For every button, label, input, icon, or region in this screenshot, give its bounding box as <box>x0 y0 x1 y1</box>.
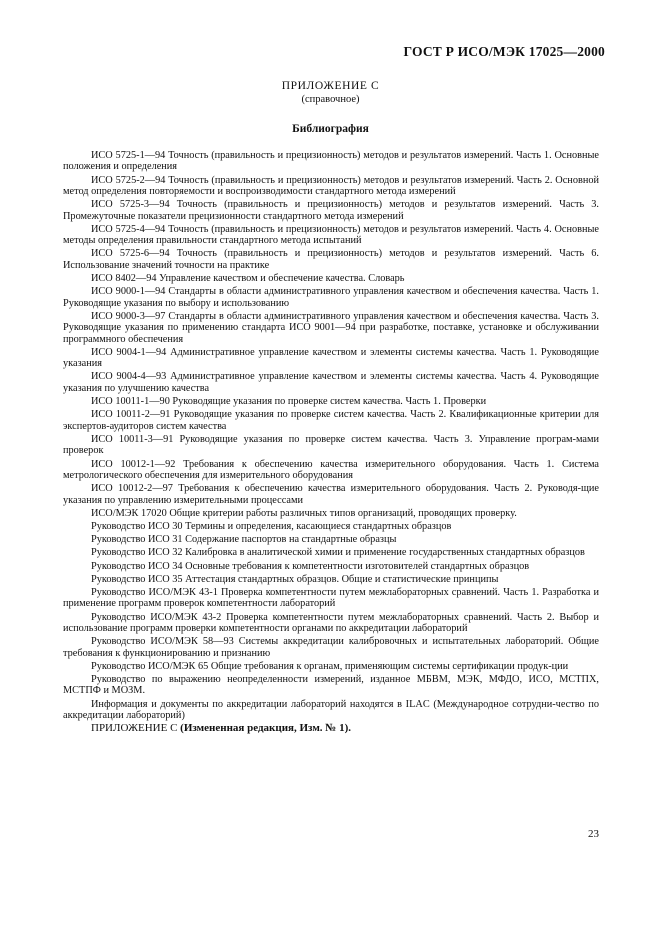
bibliography-entry: ИСО 9000-1—94 Стандарты в области административного управления качеством и обеспечения качества. Часть 1. Руководящие указания по выбору и использованию <box>63 286 599 309</box>
bibliography-entry: ИСО 9004-1—94 Административное управление качеством и элементы системы качества. Часть 1. Руководящие указания <box>63 346 599 370</box>
bibliography-entry: Руководство ИСО 35 Аттестация стандартных образцов. Общие и статистические принципы <box>91 573 499 585</box>
amendment-note-bold: (Измененная редакция, Изм. № 1). <box>180 722 352 734</box>
amendment-note <box>63 722 599 734</box>
bibliography-entry: Руководство ИСО/МЭК 43-2 Проверка компетентности путем межлабораторных сравнений. Часть 2. Выбор и использование программ проверки компетентности органами по аккредитации лабораторий <box>63 611 599 634</box>
appendix-subtitle: (справочное) <box>301 94 360 105</box>
bibliography-entry: Руководство ИСО 34 Основные требования к компетентности изготовителей стандартных образцов <box>91 560 530 572</box>
bibliography-entry: ИСО 9000-3—97 Стандарты в области административного управления качеством и обеспечения качества. Часть 3. Руководящие указания по применению стандарта ИСО 9001—94 при разработке, поставке, установке и обслуживании программного обеспечения <box>63 310 599 345</box>
bibliography-title: Библиография <box>292 123 369 135</box>
appendix-title: ПРИЛОЖЕНИЕ С <box>281 80 380 92</box>
bibliography-entry: ИСО 5725-1—94 Точность (правильность и прецизионность) методов и результатов измерений. Часть 1. Основные положения и определения <box>63 150 599 173</box>
bibliography-entry: ИСО 5725-2—94 Точность (правильность и прецизионность) методов и результатов измерений. Часть 2. Основной метод определения повторяемости и воспроизводимости стандартного метода измерений <box>63 174 599 198</box>
bibliography-entry: ИСО 5725-4—94 Точность (правильность и прецизионность) методов и результатов измерений. Часть 4. Основные методы определения правильности стандартного метода испытаний <box>63 223 599 247</box>
bibliography-entry: ИСО 5725-3—94 Точность (правильность и прецизионность) методов и результатов измерений. Часть 3. Промежуточные показатели прецизионности стандартного метода измерений <box>63 199 599 222</box>
bibliography-entry: Информация и документы по аккредитации лабораторий находятся в ILAC (Международное сотрудни-чество по аккредитации лабораторий) <box>63 698 599 721</box>
bibliography-entry: ИСО 10011-2—91 Руководящие указания по проверке систем качества. Часть 2. Квалификационные критерии для экспертов-аудиторов систем качества <box>63 409 599 432</box>
bibliography-entry: Руководство ИСО 32 Калибровка в аналитической химии и применение государственных стандартных образцов <box>91 547 585 559</box>
bibliography-entry: ИСО 9004-4—93 Административное управление качеством и элементы системы качества. Часть 4. Руководящие указания по улучшению качества <box>63 371 599 394</box>
bibliography-entry: Руководство ИСО 31 Содержание паспортов на стандартные образцы <box>91 534 397 546</box>
bibliography-entry: ИСО/МЭК 17020 Общие критерии работы различных типов организаций, проводящих проверку. <box>91 507 517 519</box>
bibliography-entry: ИСО 10011-1—90 Руководящие указания по проверке систем качества. Часть 1. Проверки <box>91 396 487 408</box>
bibliography-entry: Руководство ИСО/МЭК 65 Общие требования к органам, применяющим системы сертификации продук-ции <box>91 660 569 672</box>
bibliography-entry: Руководство ИСО/МЭК 58—93 Системы аккредитации калибровочных и испытательных лабораторий. Общие требования к функционированию и признанию <box>63 636 599 659</box>
document-code: ГОСТ Р ИСО/МЭК 17025—2000 <box>403 44 605 59</box>
bibliography-entry: Руководство ИСО/МЭК 43-1 Проверка компетентности путем межлабораторных сравнений. Часть 1. Разработка и применение программ проверок компетентности лабораторий <box>63 586 599 610</box>
bibliography-entry: ИСО 10012-2—97 Требования к обеспечению качества измерительного оборудования. Часть 2. Руководя-щие указания по управлению измерительными процессами <box>63 483 599 506</box>
bibliography-entry: ИСО 10011-3—91 Руководящие указания по проверке систем качества. Часть 3. Управление програм-мами проверок <box>63 433 599 457</box>
bibliography-entry: Руководство ИСО 30 Термины и определения, касающиеся стандартных образцов <box>91 520 452 532</box>
bibliography-entry: Руководство по выражению неопределенности измерений, изданное МБВМ, МЭК, МФДО, ИСО, МСТПХ, МСТПФ и МОЗМ. <box>63 673 599 697</box>
bibliography-list <box>63 150 599 723</box>
amendment-note-prefix: ПРИЛОЖЕНИЕ С <box>91 722 181 734</box>
bibliography-entry: ИСО 5725-6—94 Точность (правильность и прецизионность) методов и результатов измерений. Часть 6. Использование значений точности на практике <box>63 248 599 271</box>
bibliography-entry: ИСО 10012-1—92 Требования к обеспечению качества измерительного оборудования. Часть 1. Система метрологического обеспечения для измерительного оборудования <box>63 458 599 481</box>
bibliography-entry: ИСО 8402—94 Управление качеством и обеспечение качества. Словарь <box>91 273 405 285</box>
page-number: 23 <box>588 828 599 840</box>
